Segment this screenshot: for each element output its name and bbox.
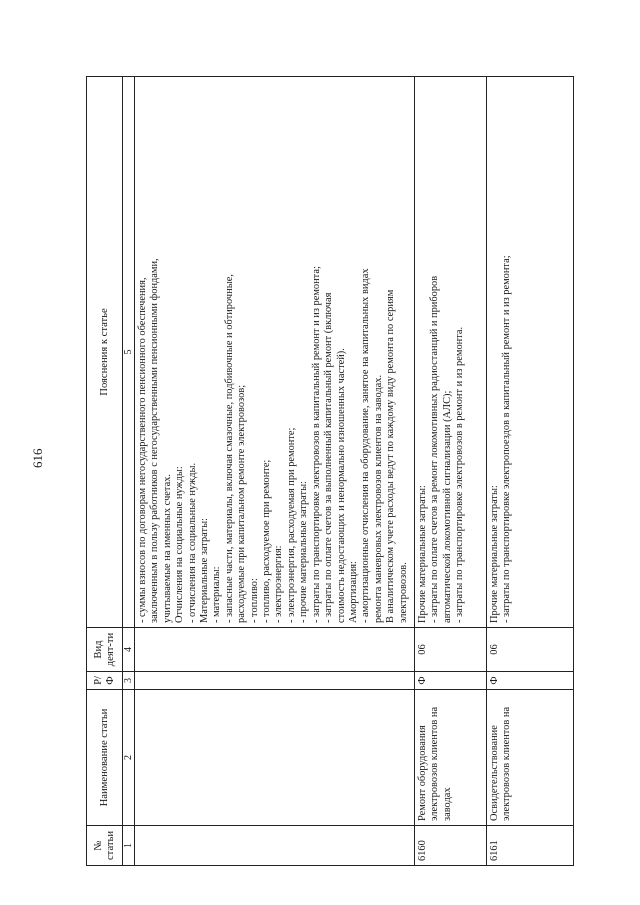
column-number: 2	[123, 690, 135, 826]
row-number	[135, 826, 415, 866]
page-number: 616	[30, 448, 45, 468]
column-number-row	[123, 77, 135, 866]
row-rf: Ф	[487, 672, 574, 690]
row-explanation	[415, 77, 487, 628]
table-row	[487, 77, 574, 866]
explanation-line: - отчисления на социальные нужды.	[186, 462, 198, 623]
row-name: Ремонт оборудования электровозов клиентов на заводах	[415, 690, 487, 826]
explanation-line: - затраты по транспортировке электровозов в капитальный ремонт и из ремонта;	[310, 266, 322, 623]
row-number: 6161	[487, 826, 574, 866]
row-explanation	[487, 77, 574, 628]
header-explanations: Пояснения к статье	[87, 77, 123, 628]
explanation-line: - затраты по оплате счетов за выполненный капитальный ремонт (включая	[323, 292, 335, 623]
explanation-line: стоимость недостающих и ненормально изношенных частей).	[335, 348, 347, 623]
explanation-line: - суммы взносов по договорам негосударственного пенсионного обеспечения,	[137, 277, 148, 623]
row-explanation	[135, 77, 415, 628]
row-rf	[135, 672, 415, 690]
row-number: 6160	[415, 826, 487, 866]
row-activity	[135, 628, 415, 672]
header-rf: Р/ Ф	[87, 672, 123, 690]
explanation-line: - электроэнергия, расходуемая при ремонте;	[285, 427, 297, 623]
explanation-line: Прочие материальные затраты:	[417, 485, 428, 623]
explanation-line: - электроэнергия:	[273, 545, 285, 623]
header-item-name: Наименование статьи	[87, 690, 123, 826]
row-rf: Ф	[415, 672, 487, 690]
explanation-line: В аналитическом учете расходы ведут по каждому виду ремонта по сериям	[385, 289, 397, 623]
explanation-line: расходуемые при капитальном ремонте электровозов;	[236, 384, 248, 623]
explanation-line: - амортизационные отчисления на оборудование, занятое на капитальных видах	[360, 268, 372, 623]
column-number: 4	[123, 628, 135, 672]
row-name: Освидетельствование электровозов клиентов на	[487, 690, 574, 826]
expense-items-table	[86, 76, 574, 866]
explanation-line: Амортизация:	[347, 561, 359, 623]
explanation-line: ремонта маневровых электровозов клиентов на заводах.	[372, 374, 384, 623]
explanation-line: - материалы:	[211, 566, 223, 623]
explanation-line: Прочие материальные затраты:	[489, 485, 500, 623]
row-activity: 06	[487, 628, 574, 672]
table-row	[415, 77, 487, 866]
column-number: 5	[123, 77, 135, 628]
rotated-table-wrapper	[86, 76, 574, 866]
explanation-line: электровозов.	[397, 562, 409, 623]
table-row	[135, 77, 415, 866]
explanation-line: - топливо:	[248, 578, 260, 623]
explanation-line: - топливо, расходуемое при ремонте;	[261, 459, 273, 623]
explanation-line: - затраты по транспортировке электровозов в ремонт и из ремонта.	[454, 326, 466, 623]
explanation-line: - прочие материальные затраты:	[298, 481, 310, 623]
explanation-line: автоматической локомотивной сигнализации (АЛС);	[441, 390, 453, 623]
explanation-line: Отчисления на социальные нужды:	[174, 466, 186, 623]
row-activity: 06	[415, 628, 487, 672]
explanation-line: учитываемые на именных счетах.	[161, 474, 173, 623]
explanation-line: - затраты по оплате счетов за ремонт локомотивных радиостанций и приборов	[429, 275, 441, 623]
column-number: 3	[123, 672, 135, 690]
explanation-line: - запасные части, материалы, включая смазочные, подбивочные и обтирочные,	[223, 274, 235, 623]
header-item-number: № статьи	[87, 826, 123, 866]
explanation-line: Материальные затраты:	[199, 518, 211, 623]
header-row	[87, 77, 123, 866]
header-activity-type: Вид деят-ти	[87, 628, 123, 672]
explanation-line: заключенным в пользу работников с негосударственными пенсионными фондами,	[149, 258, 161, 623]
column-number: 1	[123, 826, 135, 866]
row-name	[135, 690, 415, 826]
explanation-line: - затраты по транспортировке электропоездов в капитальный ремонт и из ремонта;	[501, 255, 513, 623]
